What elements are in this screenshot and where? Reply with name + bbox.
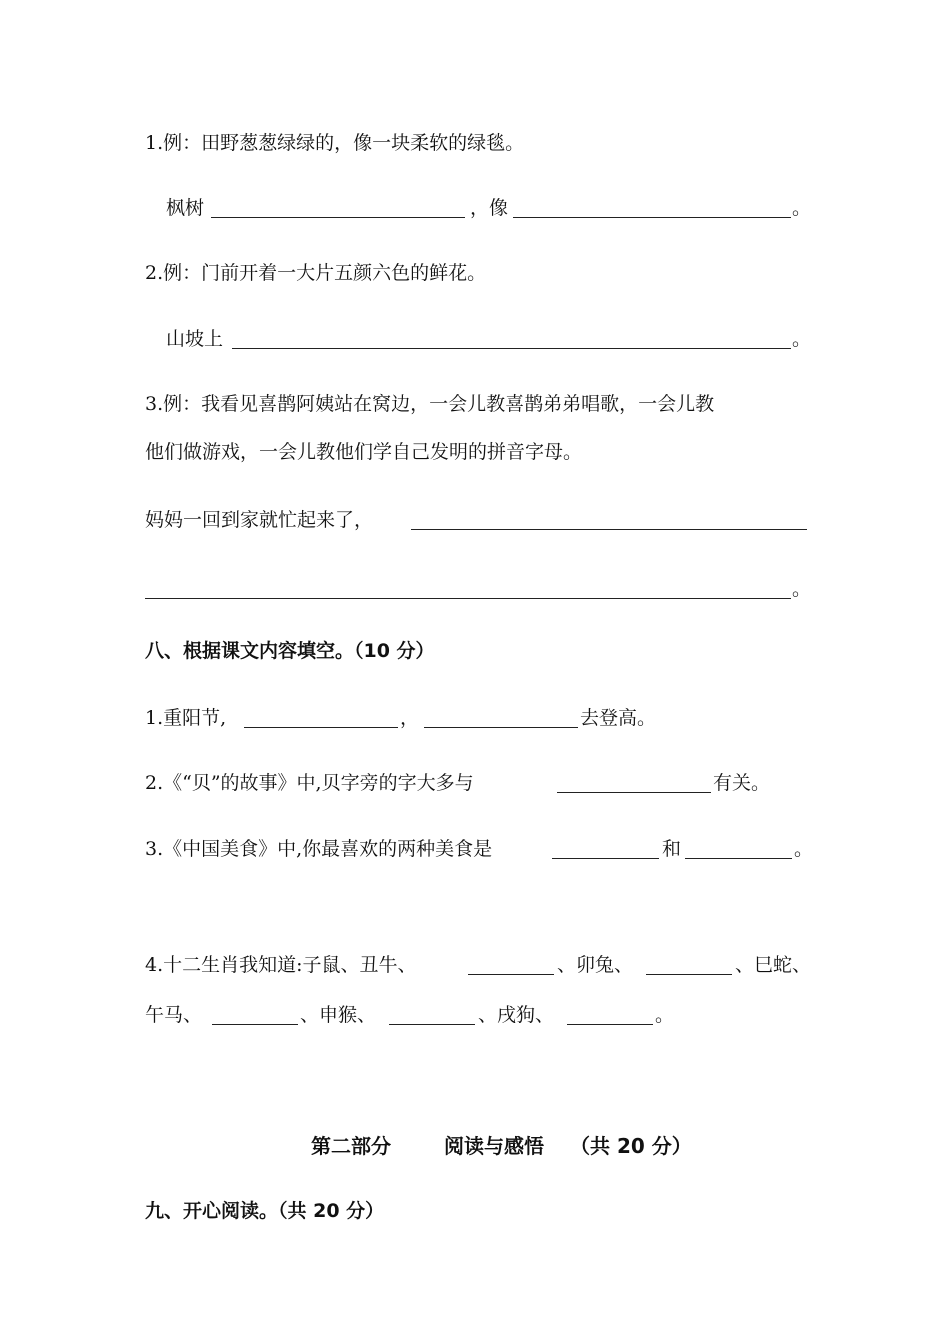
s8-q3-text-c: 。: [794, 838, 814, 860]
s8-q2-text-a: 2.《“贝”的故事》中,贝字旁的字大多与: [145, 772, 474, 794]
s8-q4-line1-a: 4.十二生肖我知道:子鼠、丑牛、: [145, 954, 417, 976]
s8-q4-line2-a: 午马、: [145, 1004, 203, 1026]
s8-q2-blank[interactable]: [557, 792, 711, 793]
s8-q4-blank-3[interactable]: [212, 1024, 298, 1025]
s8-q4-blank-5[interactable]: [567, 1024, 653, 1025]
s8-q4-blank-1[interactable]: [468, 974, 554, 975]
s8-q4-line2-d: 。: [655, 1004, 675, 1026]
s8-q1-text-c: 去登高。: [580, 707, 657, 729]
q2-prefix: 山坡上: [166, 328, 224, 350]
s8-q1-blank-2[interactable]: [424, 727, 578, 728]
s8-q4-line1-b: 、卯兔、: [557, 954, 634, 976]
part2-title: 第二部分: [311, 1134, 391, 1158]
q3-example-2: 他们做游戏，一会儿教他们学自己发明的拼音字母。: [145, 441, 583, 463]
part2-score: （共 20 分）: [570, 1134, 692, 1158]
s8-q3-blank-2[interactable]: [685, 858, 792, 859]
s8-q3-text-a: 3.《中国美食》中,你最喜欢的两种美食是: [145, 838, 493, 860]
q2-end: 。: [792, 328, 812, 350]
q1-blank-2[interactable]: [513, 217, 791, 218]
q2-example: 2.例：门前开着一大片五颜六色的鲜花。: [145, 262, 487, 284]
s8-q3-blank-1[interactable]: [552, 858, 659, 859]
s8-q1-text-b: ，: [400, 707, 420, 729]
s8-q3-text-b: 和: [662, 838, 682, 860]
s8-q1-text-a: 1.重阳节,: [145, 707, 227, 729]
s8-q2-text-b: 有关。: [713, 772, 771, 794]
q1-blank-1[interactable]: [211, 217, 465, 218]
s8-q1-blank-1[interactable]: [244, 727, 398, 728]
s8-q4-blank-2[interactable]: [646, 974, 732, 975]
q3-prompt: 妈妈一回到家就忙起来了，: [145, 509, 374, 531]
q3-blank-2[interactable]: [145, 598, 791, 599]
q3-example-1: 3.例：我看见喜鹊阿姨站在窝边，一会儿教喜鹊弟弟唱歌，一会儿教: [145, 393, 715, 415]
q1-middle: ，像: [470, 197, 509, 219]
q3-end: 。: [792, 578, 812, 600]
section8-heading: 八、根据课文内容填空。（10 分）: [145, 640, 435, 662]
q1-end: 。: [792, 197, 812, 219]
q1-prefix: 枫树: [166, 197, 205, 219]
part2-subtitle: 阅读与感悟: [444, 1134, 544, 1158]
s8-q4-blank-4[interactable]: [389, 1024, 475, 1025]
s8-q4-line2-c: 、戌狗、: [478, 1004, 555, 1026]
section9-heading: 九、开心阅读。（共 20 分）: [145, 1200, 385, 1222]
q3-blank-1[interactable]: [411, 529, 807, 530]
q1-example: 1.例：田野葱葱绿绿的，像一块柔软的绿毯。: [145, 132, 525, 154]
q2-blank[interactable]: [232, 348, 791, 349]
s8-q4-line1-c: 、巳蛇、: [735, 954, 812, 976]
s8-q4-line2-b: 、申猴、: [300, 1004, 377, 1026]
